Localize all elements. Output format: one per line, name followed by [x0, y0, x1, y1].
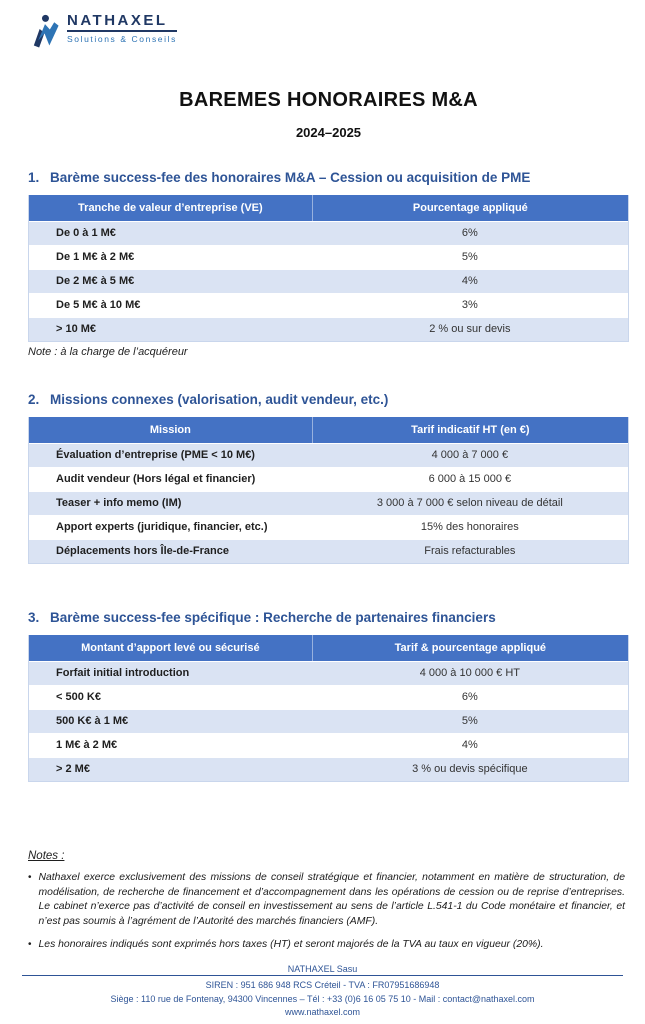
column-header: Mission [149, 423, 191, 436]
page-title: BAREMES HONORAIRES M&A [179, 89, 478, 111]
section-1-heading [28, 170, 629, 185]
table-row [29, 467, 628, 491]
table-header-row [29, 195, 628, 221]
cell-value: 2 % ou sur devis [429, 323, 511, 335]
bullet-icon: • [28, 939, 32, 950]
table-row [29, 661, 628, 685]
table-row [29, 293, 628, 317]
table-header-row [29, 417, 628, 443]
note-bullet-item [28, 938, 629, 953]
table-success-fee [28, 195, 629, 342]
section-1-number: 1. [28, 170, 40, 185]
cell-value: 3 % ou devis spécifique [412, 763, 528, 775]
cell-value: 4% [461, 275, 478, 287]
section-1-title: Barème success-fee des honoraires M&A – Cession ou acquisition de PME [50, 170, 531, 185]
section-3-heading [28, 610, 629, 625]
footer [22, 964, 623, 1017]
cell-label: > 2 M€ [56, 763, 90, 775]
table-row [29, 245, 628, 269]
footer-address-line: Siège : 110 rue de Fontenay, 94300 Vincennes – Tél : +33 (0)6 16 05 75 10 - Mail : contact@nathaxel.com [110, 993, 535, 1004]
logo-name: NATHAXEL [67, 12, 177, 32]
table-header-row [29, 635, 628, 661]
cell-value: 4 000 à 10 000 € HT [419, 667, 520, 679]
cell-value: 6% [461, 691, 478, 703]
footer-divider [22, 975, 623, 976]
cell-value: Frais refacturables [424, 545, 516, 557]
footer-siren-line: SIREN : 951 686 948 RCS Créteil - TVA : FR07951686948 [205, 980, 440, 990]
note-text: Nathaxel exerce exclusivement des missions de conseil stratégique et financier, notamment en matière de structuration, de modélisation, de recherche de financement et d’accompagnement dans les opérations de cession ou de reprise d’entreprises. Le cabinet n’exerce pas d’activité de conseil en investissement au sens de l’article L.541-1 du Code monétaire et financier, et n’est pas soumis à l’agrément de l’Autorité des marchés financiers (AMF). [38, 872, 625, 927]
cell-value: 15% des honoraires [420, 521, 519, 533]
footer-website: www.nathaxel.com [284, 1007, 361, 1017]
cell-label: Forfait initial introduction [56, 667, 190, 679]
cell-value: 6% [461, 227, 478, 239]
table-row [29, 491, 628, 515]
section-2-heading [28, 392, 629, 407]
section-2-title: Missions connexes (valorisation, audit vendeur, etc.) [50, 392, 389, 407]
note-text: Les honoraires indiqués sont exprimés hors taxes (HT) et seront majorés de la TVA au taux en vigueur (20%). [38, 939, 544, 950]
cell-label: Teaser + info memo (IM) [56, 497, 182, 509]
cell-value: 4% [461, 739, 478, 751]
table-row [29, 709, 628, 733]
table-row [29, 515, 628, 539]
cell-label: De 1 M€ à 2 M€ [56, 251, 135, 263]
page-subtitle: 2024–2025 [295, 125, 362, 140]
cell-label: 500 K€ à 1 M€ [56, 715, 129, 727]
table-row [29, 269, 628, 293]
cell-label: > 10 M€ [56, 323, 97, 335]
company-logo [28, 12, 629, 53]
cell-value: 6 000 à 15 000 € [428, 473, 512, 485]
cell-label: 1 M€ à 2 M€ [56, 739, 118, 751]
cell-label: De 5 M€ à 10 M€ [56, 299, 141, 311]
table-row [29, 443, 628, 467]
table-partenaires-financiers [28, 635, 629, 782]
cell-value: 3 000 à 7 000 € selon niveau de détail [376, 497, 563, 509]
cell-value: 4 000 à 7 000 € [431, 449, 509, 461]
table-row [29, 539, 628, 563]
cell-value: 5% [461, 251, 478, 263]
table-row [29, 757, 628, 781]
notes-heading: Notes : [28, 850, 65, 862]
column-header: Tarif indicatif HT (en €) [312, 417, 628, 443]
table-footnote: Note : à la charge de l’acquéreur [28, 346, 188, 358]
logo-mark-icon [28, 12, 61, 53]
table-row [29, 317, 628, 341]
table-row [29, 685, 628, 709]
cell-value: 3% [461, 299, 478, 311]
cell-label: < 500 K€ [56, 691, 101, 703]
table-row [29, 733, 628, 757]
column-header: Montant d’apport levé ou sécurisé [81, 641, 260, 654]
section-2-number: 2. [28, 392, 40, 407]
cell-label: Évaluation d’entreprise (PME < 10 M€) [56, 449, 255, 461]
column-header: Tranche de valeur d’entreprise (VE) [78, 201, 263, 214]
table-missions-connexes [28, 417, 629, 564]
cell-label: Déplacements hors Île-de-France [56, 545, 230, 557]
cell-label: De 0 à 1 M€ [56, 227, 116, 239]
cell-label: Audit vendeur (Hors légal et financier) [56, 473, 256, 485]
cell-label: Apport experts (juridique, financier, etc.) [56, 521, 268, 533]
cell-value: 5% [461, 715, 478, 727]
section-3-title: Barème success-fee spécifique : Recherche de partenaires financiers [50, 610, 496, 625]
bullet-icon: • [28, 872, 32, 883]
logo-tagline: Solutions & Conseils [67, 34, 177, 44]
footer-company-name: NATHAXEL Sasu [287, 964, 358, 974]
column-header: Pourcentage appliqué [312, 195, 628, 221]
section-3-number: 3. [28, 610, 40, 625]
column-header: Tarif & pourcentage appliqué [312, 635, 628, 661]
notes-section [28, 850, 629, 953]
note-bullet-item [28, 871, 629, 929]
table-row [29, 221, 628, 245]
cell-label: De 2 M€ à 5 M€ [56, 275, 135, 287]
